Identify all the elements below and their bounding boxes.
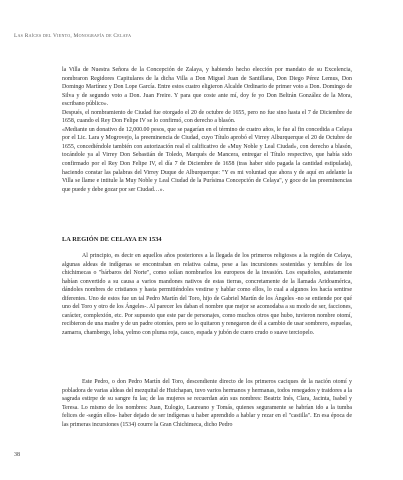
paragraph-city-title: Después, el nombramiento de Ciudad fue otorgado el 20 de octubre de 1655, pero no fue sino hasta el 7 de Diciembre de 1658, cuando el Rey Don Felipe IV se lo confirmó, con derecho a blasón. (62, 109, 352, 125)
section-heading: LA REGIÓN DE CELAYA EN 1534 (62, 236, 162, 243)
paragraph-region: Al principio, es decir en aquellos años posteriores a la llegada de los primeros religiosos a la región de Celaya, algunas aldeas de indígenas se encontraban en relativa calma, pese a las incursiones sostenidas y temibles de los chichimecas o "bárbaros del Norte", como solían nombrarlos los europeos de la invasión. Los españoles, astutamente habían convertido a su causa a varios mandones nativos de estas tierras, concretamente de la llamada Aridoamérica, dándoles nombres de cristianos y hasta permitiéndoles vestirse y hablar como ellos, lo cual a algunos los hacía sentirse diferentes. Uno de estos fue un tal Pedro Martín del Toro, hijo de Gabriel Martín de los Ángeles -no se entiende por qué uno del Toro y otro de los Ángeles-. Al parecer les daban el nombre que mejor se acomodaba a su modo de ser, facciones, carácter, complexión, etc. Por supuesto que este par de personajes, como muchos otros que hubo, tuvieron nombre otomí, recibieron de una madre y de un padre otomíes, pero se lo quitaron y renegaron de él a cambio de usar sombrero, espuelas, zamarra, chambergo, loba, yelmo con pluma roja, casco, espada y jubón de cuero crudo o suave terciopelo. (62, 253, 352, 336)
text-block-region (62, 252, 352, 337)
paragraph-pedro: Este Pedro, o don Pedro Martín del Toro, descendiente directo de los primeros caciques de la nación otomí y pobladora de varias aldeas del mezquital de Huichapan, tuvo varios hermanos y hermanas, todos renegados y traidores a la sagrada estirpe de su sangre fu las; de las mujeres se recuerdan aún sus nombres: Beatriz Inés, Clara, Jacinta, Isabel y Teresa. Lo mismo de los nombres: Juan, Eulogio, Laureano y Tomás, quienes seguramente se habrían ido a la tumba felices de -según ellos- haber dejado de ser indígenas u haber aprendido a hablar y rezar en el "castilla". En esa época de las primeras incursiones (1534) courre la Gran Chichimeca, dicho Pedro (62, 379, 352, 428)
text-block-opening (62, 66, 352, 194)
paragraph-quotation: «Mediante un donativo de 12,000.00 pesos, que se pagarían en el término de cuatro años, le fue al fin concedida a Celaya por el Lic. Lara y Mogrovejo, la preeminencia de Ciudad, cuyo Título aprobó el Virrey Alburquerque el 20 de Octubre de 1655, concediéndole también con autorización real el calificativo de «Muy Noble y Leal Ciudad», con derecho a blasón, tocándole ya al Virrey Don Sebastián de Toledo, Marqués de Mancera, entregar el Título respectivo, que había sido confirmado por el Rey Don Felipe IV, el día 7 de Diciembre de 1658 (tras haber sido pagada la cantidad estipulada), haciendo constar las palabras del Virrey Duque de Alburquerque: "Y es mi voluntad que ahora y de aquí en adelante la Villa se llame e intitule la Muy Noble y Leal Ciudad de la Purísima Concepción de Celaya", y goce de las preeminencias que puede y debe gozar por ser Ciudad…». (62, 126, 352, 193)
running-header: Las Raíces del Viento, Monografía de Celaya (14, 33, 132, 39)
page-number: 38 (14, 452, 20, 458)
text-block-pedro (62, 378, 352, 429)
paragraph-continuation: la Villa de Nuestra Señora de la Concepción de Zalaya, y habiendo hecho elección por mandato de su Excelencia, nombraron Regidores Capitulares de la dicha Villa a Don Miguel Juan de Santillana, Don Diego Pérez Lemus, Don Domingo Martínez y Don Lope García. Entre estos cuatro eligieron Alcalde Ordinario de primer voto a Don. Domingo de Silva y de segundo voto a Don. Juan Freire. Y para que coste ante mí, doy fe yo Don Beltrán González de la Mora, escribano público». (62, 67, 352, 108)
